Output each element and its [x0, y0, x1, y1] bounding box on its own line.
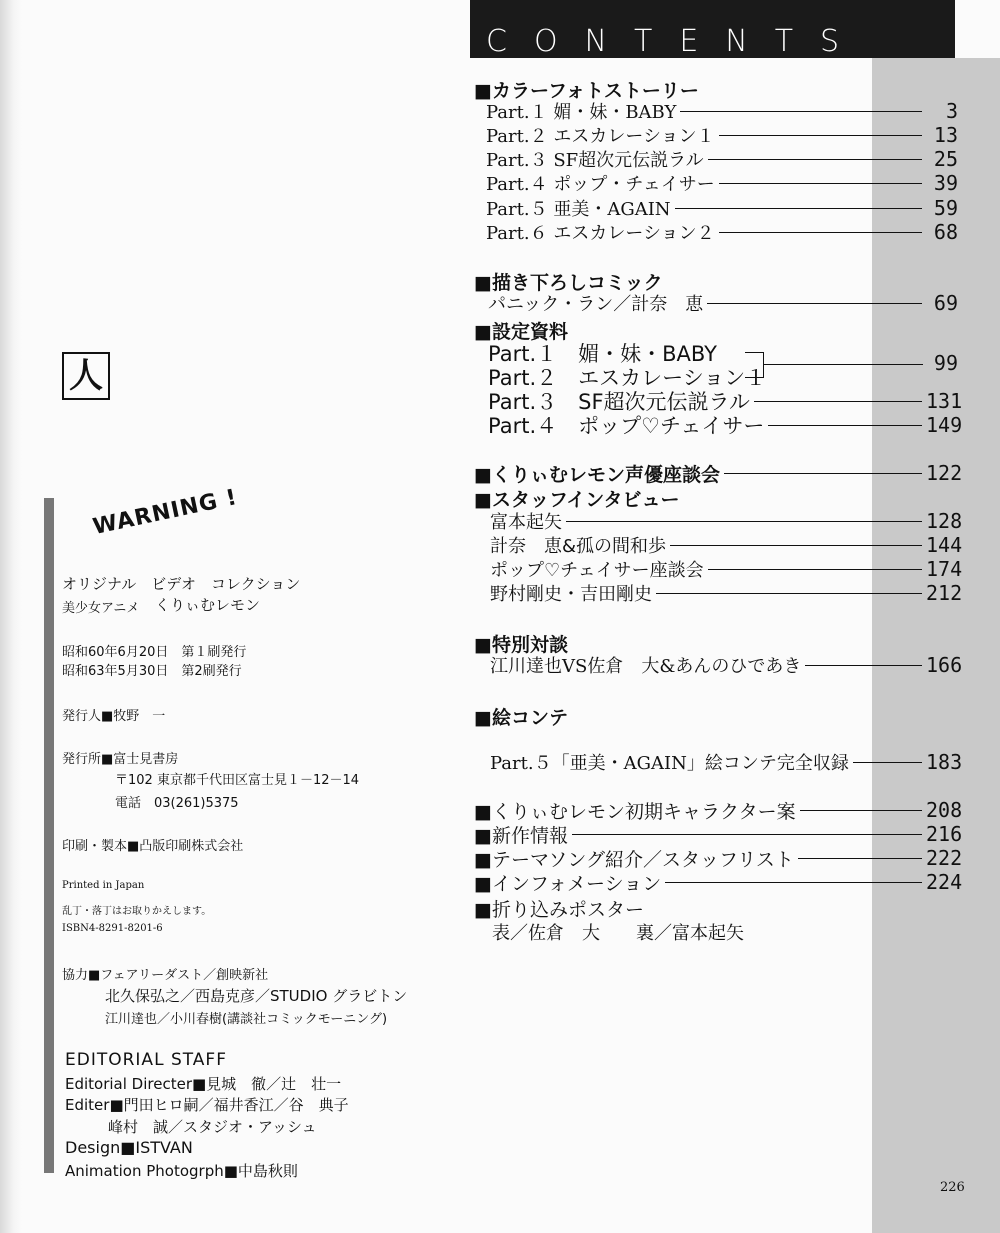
staff-line-1: Editorial Directer■見城 徹／辻 壮一	[65, 1075, 342, 1093]
toc-row: Part.６ エスカレーション２ 68	[486, 220, 958, 244]
section-interview: ■スタッフインタビュー	[474, 489, 680, 511]
toc-row: Part.２ エスカレーション１	[488, 366, 767, 390]
section-color-story: ■カラーフォトストーリー	[474, 80, 699, 102]
staff-line-5: Animation Photogrph■中島秋則	[65, 1162, 298, 1180]
toc-row: 計奈 恵&孤の間和歩 144	[490, 533, 963, 557]
print-date-1: 昭和60年6月20日 第１刷発行	[62, 645, 247, 660]
exchange-note: 乱丁・落丁はお取りかえします。	[62, 906, 212, 917]
colophon-bar	[44, 498, 54, 1173]
toc-row: Part.５「亜美・AGAIN」絵コンテ完全収録 183	[490, 750, 963, 774]
section-comic: ■描き下ろしコミック	[474, 272, 663, 294]
toc-row: Part.３ SF超次元伝説ラル 25	[486, 147, 958, 171]
cooperation-3: 江川達也／小川春樹(講談社コミックモーニング)	[105, 1012, 388, 1027]
toc-row: ポップ♡チェイサー座談会 174	[490, 557, 963, 581]
toc-row: Part.４ ポップ♡チェイサー 149	[488, 413, 963, 438]
section-special: ■特別対談	[474, 634, 568, 656]
publisher-house: 発行所■富士見書房	[62, 752, 179, 767]
staff-line-2: Editer■門田ヒロ嗣／福井香江／谷 典子	[65, 1096, 349, 1114]
editorial-staff-header: EDITORIAL STAFF	[65, 1050, 227, 1070]
section-settings: ■設定資料	[474, 321, 568, 343]
warning-title: WARNING !	[90, 484, 240, 540]
isbn: ISBN4-8291-8201-6	[62, 923, 163, 934]
address: 〒102 東京都千代田区富士見１－12－14	[115, 773, 360, 788]
toc-row: ■インフォメーション 224	[474, 870, 963, 895]
print-date-2: 昭和63年5月30日 第2刷発行	[62, 664, 242, 679]
bracket-connector	[745, 352, 764, 378]
toc-row: 富本起矢 128	[490, 509, 963, 533]
toc-row: ■新作情報 216	[474, 822, 963, 847]
toc-row: Part.１ 媚・妹・BABY	[488, 342, 717, 366]
section-poster: ■折り込みポスター	[474, 899, 644, 921]
toc-row: Part.４ ポップ・チェイサー 39	[486, 171, 958, 195]
cooperation-1: 協力■フェアリーダスト／創映新社	[62, 968, 269, 983]
phone: 電話 03(261)5375	[115, 796, 239, 811]
subtitle-title: くりぃむレモン	[155, 596, 261, 614]
binding-edge	[0, 0, 22, 1233]
toc-row: 野村剛史・吉田剛史 212	[490, 581, 963, 605]
contents-title: CONTENTS	[486, 24, 867, 59]
toc-row: Part.３ SF超次元伝説ラル 131	[488, 389, 963, 414]
collection-line: オリジナル ビデオ コレクション	[62, 575, 301, 593]
publisher-person: 発行人■牧野 一	[62, 709, 166, 724]
publisher-logo: 人	[62, 352, 110, 400]
staff-line-3: 峰村 誠／スタジオ・アッシュ	[108, 1118, 317, 1136]
toc-row: 江川達也VS佐倉 大&あんのひであき 166	[490, 653, 963, 677]
toc-row: パニック・ラン／計奈 恵 69	[488, 291, 958, 315]
toc-row: 99	[933, 351, 958, 375]
toc-row: Part.１ 媚・妹・BABY 3	[486, 99, 958, 123]
subtitle-prefix: 美少女アニメ	[62, 601, 140, 616]
toc-row: ■テーマソング紹介／スタッフリスト 222	[474, 846, 963, 871]
toc-row: ■くりぃむレモン声優座談会 122	[474, 461, 963, 486]
section-storyboard: ■絵コンテ	[474, 707, 568, 729]
toc-row: Part.２ エスカレーション１ 13	[486, 123, 958, 147]
printer: 印刷・製本■凸版印刷株式会社	[62, 839, 244, 854]
page-number: 226	[940, 1180, 965, 1195]
staff-line-4: Design■ISTVAN	[65, 1138, 193, 1157]
poster-detail: 表／佐倉 大 裏／富本起矢	[492, 923, 744, 944]
cooperation-2: 北久保弘之／西島克彦／STUDIO グラビトン	[105, 987, 408, 1005]
toc-row: Part.５ 亜美・AGAIN 59	[486, 196, 958, 220]
printed-in: Printed in Japan	[62, 880, 145, 891]
leader-line	[763, 364, 923, 365]
toc-row: ■くりぃむレモン初期キャラクター案 208	[474, 798, 963, 823]
